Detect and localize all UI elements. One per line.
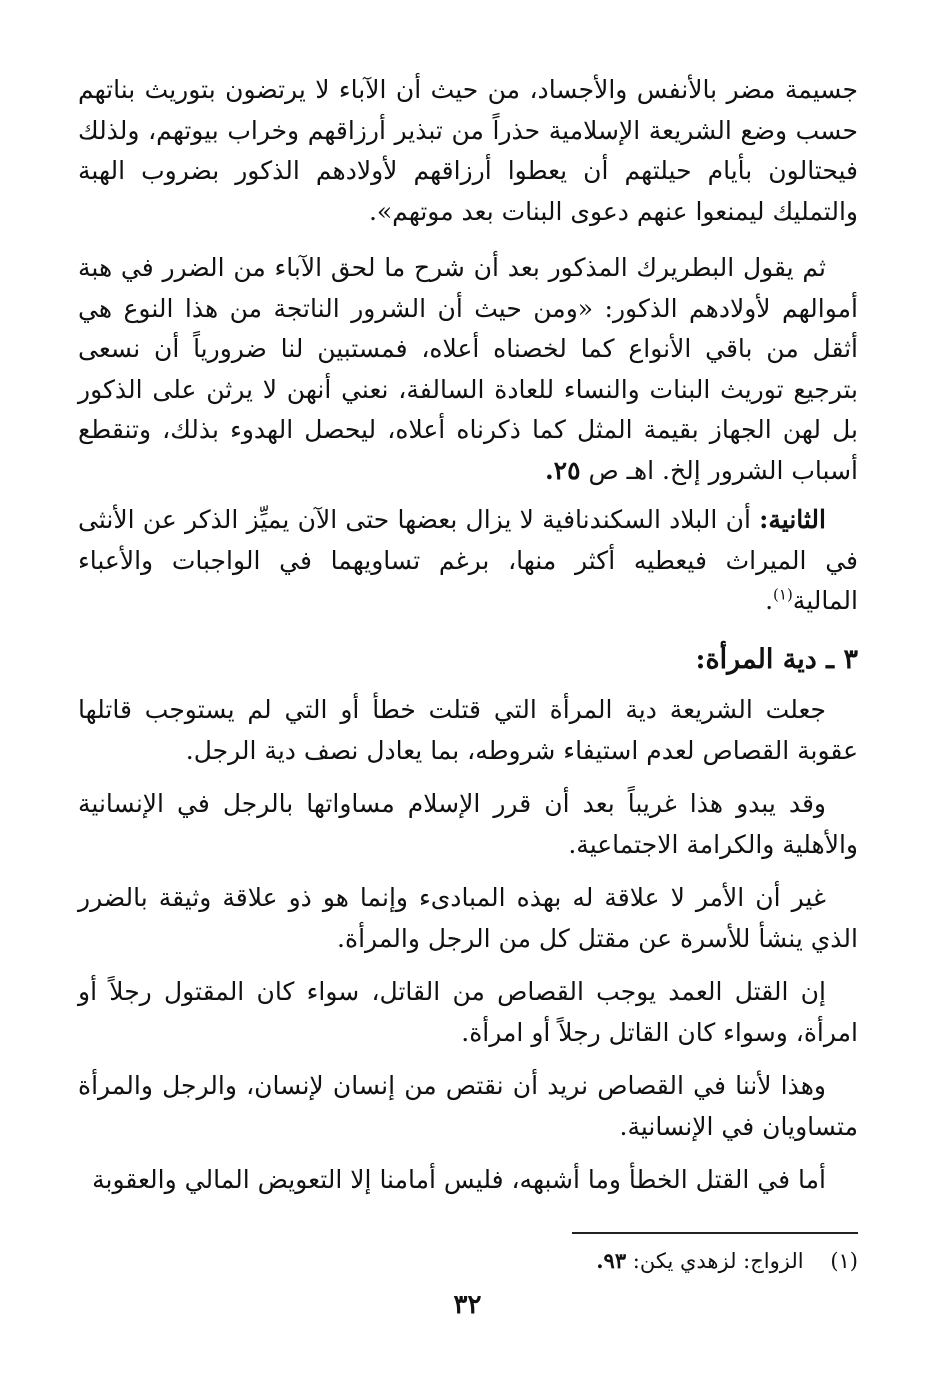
paragraph-text: جعلت الشريعة دية المرأة التي قتلت خطأ أو التي لم يستوجب قاتلها عقوبة القصاص لعدم استيفاء شروطه، بما يعادل نصف دية الرجل. [78,695,858,765]
paragraph-continuation [78,70,858,232]
footnote-text: الزواج: لزهدي يكن: [632,1249,804,1273]
paragraph-principles [78,878,858,959]
paragraph-second-point [78,500,858,622]
paragraph-text: وقد يبدو هذا غريباً بعد أن قرر الإسلام مساواتها بالرجل في الإنسانية والأهلية والكرامة الاجتماعية. [78,789,858,859]
paragraph-blood-money [78,690,858,771]
footnote [78,1246,858,1276]
paragraph-lead-word: الثانية: [759,505,826,534]
paragraph-text: ثم يقول البطريرك المذكور بعد أن شرح ما لحق الآباء من الضرر في هبة أموالهم لأولادهم الذكور: «ومن حيث أن الشرور الناتجة من هذا النوع هي أثقل من باقي الأنواع كما لخصناه أعلاه، فمستبين لنا ضرورياً أن نسعى بترجيع توريث البنات والنساء للعادة السالفة، نعني أنهن لا يرثن على الذكور بل لهن الجهاز بقيمة المثل كما ذكرناه أعلاه، ليحصل الهدوء بذلك، وتنقطع أسباب الشرور إلخ. اهـ ص [78,253,858,485]
paragraph-text: غير أن الأمر لا علاقة له بهذه المبادىء وإنما هو ذو علاقة وثيقة بالضرر الذي ينشأ للأسرة عن مقتل كل من الرجل والمرأة. [78,883,858,953]
paragraph-text: وهذا لأننا في القصاص نريد أن نقتص من إنسان لإنسان، والرجل والمرأة متساويان في الإنسانية. [78,1071,858,1141]
paragraph-text: أما في القتل الخطأ وما أشبهه، فليس أمامنا إلا التعويض المالي والعقوبة [92,1165,826,1194]
page-number: ٣٢ [453,1290,482,1320]
paragraph-patriarch-quote [78,248,858,491]
paragraph-text: جسيمة مضر بالأنفس والأجساد، من حيث أن الآباء لا يرتضون بتوريث بناتهم حسب وضع الشريعة الإسلامية حذراً من تبذير أرزاقهم وخراب بيوتهم، ولذلك فيحتالون بأيام حيلتهم أن يعطوا أرزاقهم لأولادهم الذكور بضروب الهبة والتمليك ليمنعوا عنهم دعوى البنات بعد موتهم». [78,75,858,226]
paragraph-intentional-killing [78,972,858,1053]
paragraph-text: أن البلاد السكندنافية لا يزال بعضها حتى الآن يميِّز الذكر عن الأنثى في الميراث فيعطيه أكثر منها، برغم تساويهما في الواجبات والأعباء المالية [78,505,858,615]
section-heading: ٣ ـ دية المرأة: [695,644,858,675]
footnote-page: ٩٣. [596,1248,627,1273]
paragraph-equality [78,1066,858,1147]
paragraph-accidental-killing [78,1160,858,1201]
page-reference: ٢٥. [544,455,581,485]
paragraph-text: إن القتل العمد يوجب القصاص من القاتل، سواء كان المقتول رجلاً أو امرأة، وسواء كان القاتل رجلاً أو امرأة. [78,977,858,1047]
paragraph-end-mark: . [765,586,774,615]
footnote-reference: (١) [773,585,793,604]
footnote-divider [572,1232,858,1234]
paragraph-strange [78,784,858,865]
footnote-marker: (١) [830,1249,858,1273]
